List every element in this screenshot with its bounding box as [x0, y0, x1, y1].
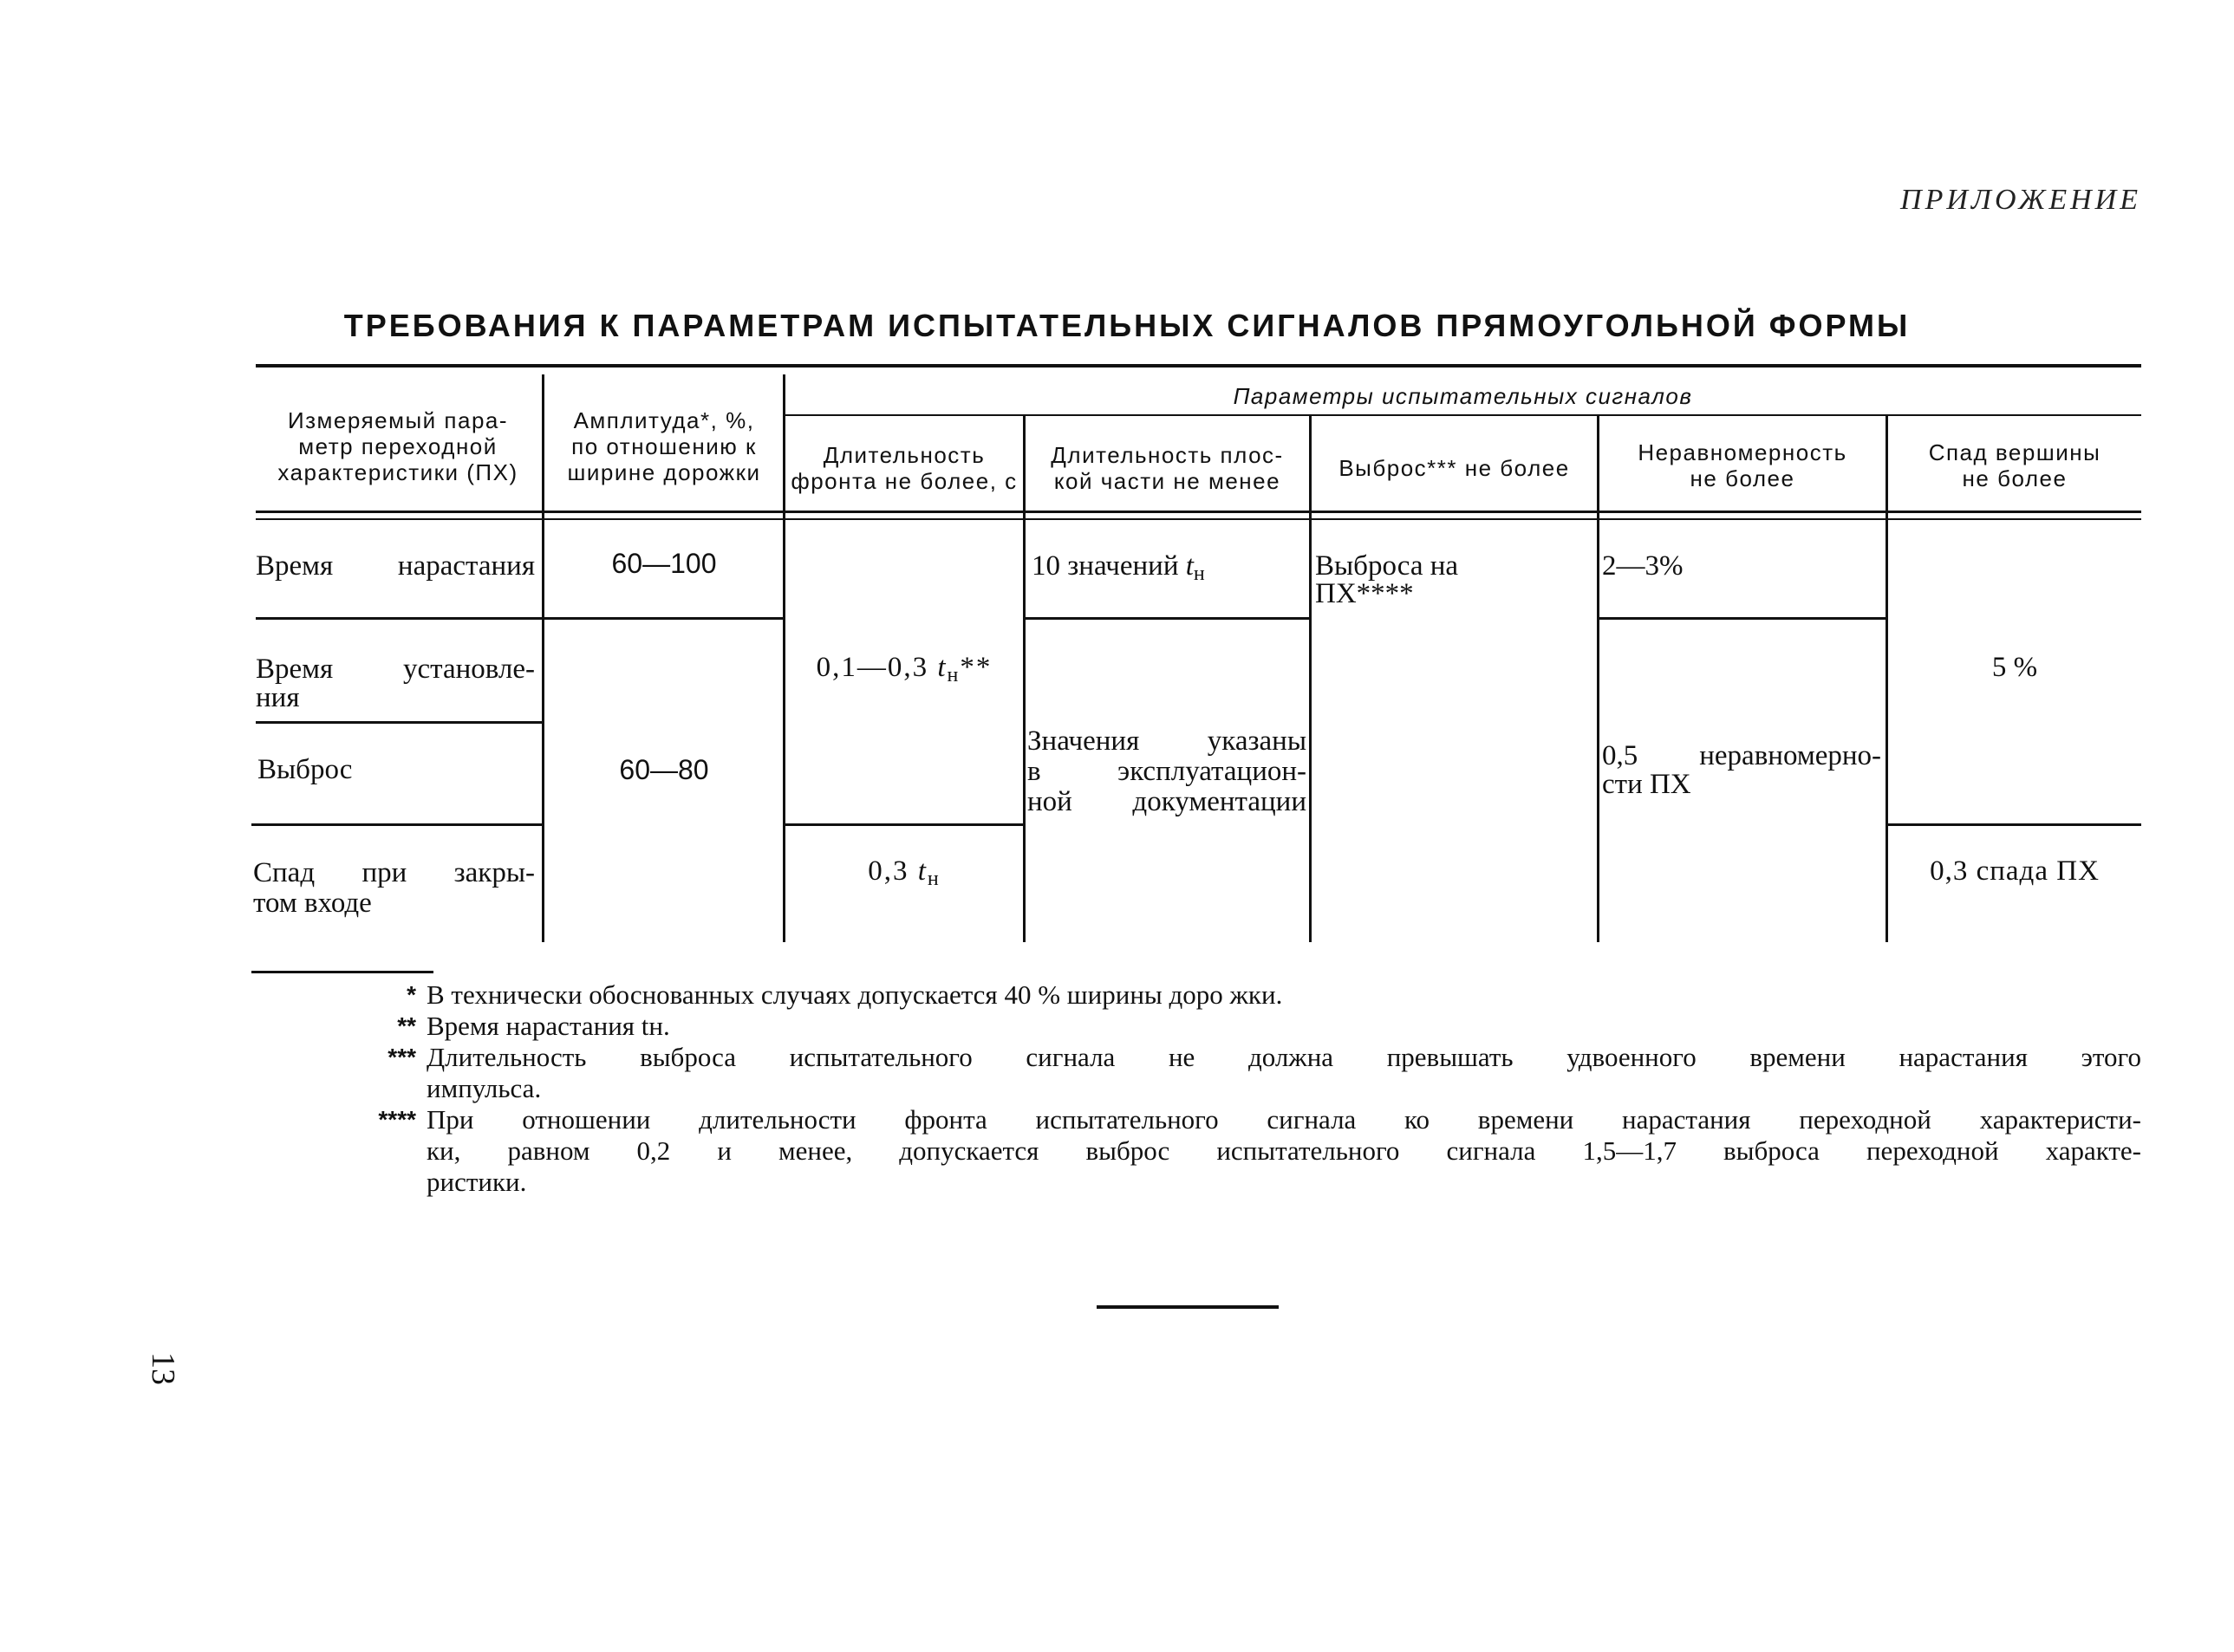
amplitude-cell-1: 60—100 [611, 548, 717, 579]
row-label-sag-line1: Спад при закры- [253, 857, 535, 888]
row-label-settling-line1: Время установле- [256, 654, 535, 685]
top-sag-cell-2: 0,3 спада ПХ [1930, 855, 2100, 887]
overshoot-line-1: Выброса на [1315, 550, 1459, 582]
footnote-text-4-line-2: ки, равном 0,2 и менее, допускается выброс испытательного сигнала 1,5—1,7 выброса переходной характе- [427, 1135, 2141, 1166]
row-label-rise-time: Время нарастания [256, 550, 535, 582]
row-label-sag-line2: том входе [253, 888, 372, 919]
header-unevenness: Неравномерность не более [1638, 439, 1847, 491]
col-line-5 [1597, 416, 1599, 942]
table-title: ТРЕБОВАНИЯ К ПАРАМЕТРАМ ИСПЫТАТЕЛЬНЫХ СИГНАЛОВ ПРЯМОУГОЛЬНОЙ ФОРМЫ [343, 308, 1911, 343]
footnote-text-2: Время нарастания tн. [427, 1011, 670, 1041]
unevenness-cell-1: 2—3% [1602, 550, 1684, 582]
t-symbol-2: t [917, 855, 928, 887]
unevenness-line-1: 0,5 неравномерно- [1602, 740, 1881, 771]
header-overshoot: Выброс*** не более [1338, 455, 1570, 481]
t-symbol-3: t [1185, 550, 1194, 582]
rule-header-2 [256, 518, 2141, 520]
flat-duration-line-1: Значения указаны [1027, 725, 1306, 757]
footnote-mark-2: ** [397, 1012, 416, 1039]
rule-group [785, 414, 2141, 416]
rule-top [256, 364, 2141, 367]
footnote-ref-2: ** [960, 652, 993, 683]
front-duration-cell-1 [785, 650, 1023, 693]
front-duration-value-1: 0,1—0,3 [816, 652, 929, 683]
appendix-label: ПРИЛОЖЕНИЕ [1900, 184, 2141, 216]
unevenness-line-2: сти ПХ [1602, 769, 1691, 800]
header-front-duration: Длительность фронта не более, с [791, 442, 1018, 494]
row-rule-col3-c [785, 823, 1023, 826]
amplitude-cell-2: 60—80 [619, 754, 709, 785]
header-signal-params: Параметры испытательных сигналов [1233, 383, 1693, 409]
overshoot-line-2: ПХ**** [1315, 578, 1414, 609]
row-rule-col7-c [1888, 823, 2141, 826]
t-subscript-1: н [947, 664, 961, 686]
flat-duration-cell-1 [1032, 549, 1305, 591]
t-subscript-3: н [1193, 563, 1205, 585]
col-line-4 [1309, 416, 1312, 942]
row-rule-col2-a [544, 617, 783, 620]
row-rule-col6-a [1599, 617, 1886, 620]
footnote-text-3-line-2: импульса. [427, 1073, 542, 1103]
row-rule-col1-b [256, 721, 542, 724]
footnote-text-3-line-1: Длительность выброса испытательного сигнала не должна превышать удвоенного времени нарастания этого [427, 1042, 2141, 1072]
header-measured-param: Измеряемый пара- метр переходной характеристики (ПХ) [277, 407, 518, 485]
footnote-text-4-line-1: При отношении длительности фронта испытательного сигнала ко времени нарастания переходной характеристи- [427, 1104, 2141, 1135]
front-duration-cell-2 [785, 854, 1023, 896]
header-amplitude: Амплитуда*, %, по отношению к ширине дорожки [567, 407, 761, 485]
footnote-mark-3: *** [388, 1044, 416, 1070]
flat-duration-line-2: в эксплуатацион- [1027, 756, 1306, 787]
rule-header-1 [256, 511, 2141, 513]
col-line-3 [1023, 416, 1026, 942]
footnote-mark-1: * [407, 981, 416, 1008]
row-rule-col4-a [1026, 617, 1309, 620]
front-duration-value-2: 0,3 [868, 855, 909, 887]
end-rule [1097, 1305, 1279, 1309]
t-symbol-1: t [937, 652, 948, 683]
header-top-sag: Спад вершины не более [1928, 439, 2101, 491]
flat-duration-value-1: 10 значений [1032, 550, 1179, 582]
row-rule-col1-a [256, 617, 542, 620]
t-subscript-2: н [927, 868, 941, 890]
row-rule-col1-c [251, 823, 542, 826]
header-flat-duration: Длительность плос- кой части не менее [1051, 442, 1284, 494]
page-number: 13 [145, 1352, 181, 1385]
footnote-separator [251, 971, 433, 973]
flat-duration-line-3: ной документации [1027, 786, 1306, 817]
footnote-text-4-line-3: ристики. [427, 1167, 527, 1197]
footnote-text-1: В технически обоснованных случаях допускается 40 % ширины доро жки. [427, 979, 1283, 1010]
row-label-overshoot: Выброс [257, 754, 353, 785]
top-sag-cell-1: 5 % [1991, 652, 2038, 683]
row-label-settling-line2: ния [256, 682, 300, 713]
col-line-1 [542, 374, 544, 942]
footnote-mark-4: **** [378, 1106, 416, 1133]
